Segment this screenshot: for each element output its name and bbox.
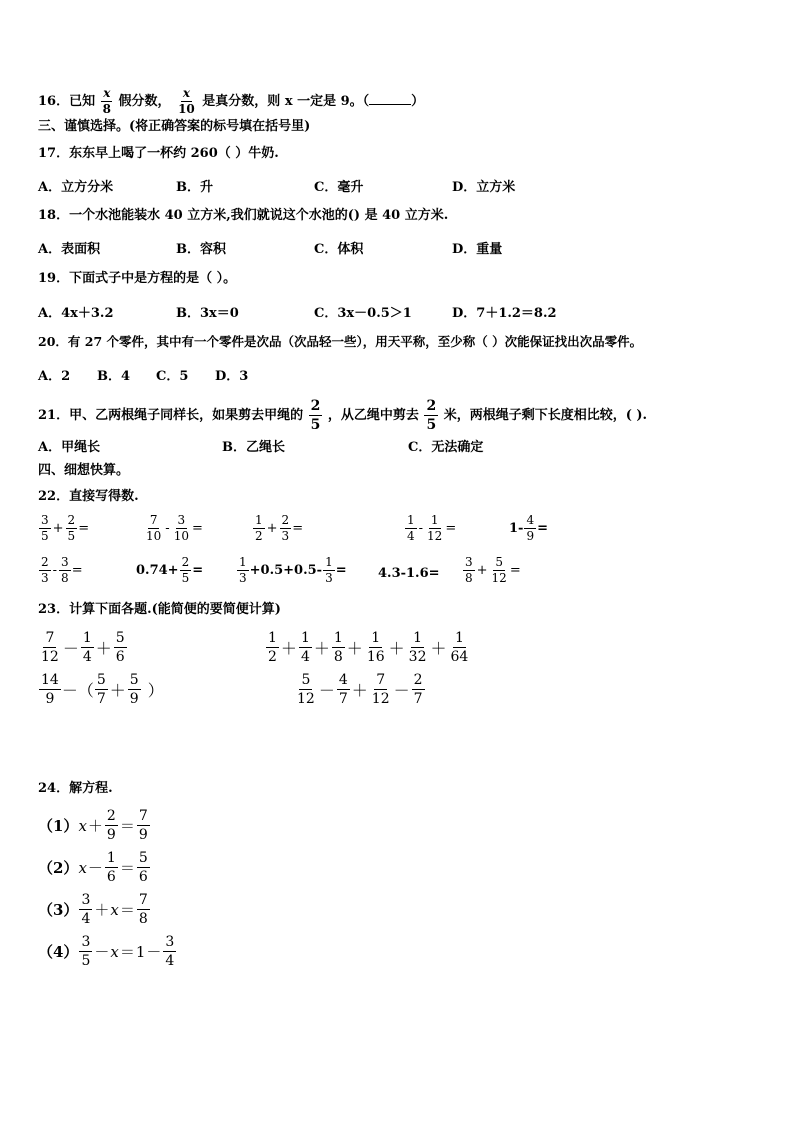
question-17: 17．东东早上喝了一杯约 260（ ）牛奶. — [38, 146, 279, 161]
fraction: $\frac{2}{5}$ — [426, 398, 437, 433]
calc-item: $\frac{7}{10}$ - $\frac{3}{10}$ = — [146, 513, 203, 543]
question-24: 24．解方程. — [38, 781, 113, 796]
equation-1: （1） x ＋ $\frac{2}{9}$ ＝ $\frac{7}{9}$ — [38, 808, 148, 843]
question-22: 22．直接写得数. — [38, 489, 139, 504]
fraction: $\frac{x}{10}$ — [178, 86, 195, 116]
calc-expression: $\frac{14}{9}$ －（ $\frac{5}{7}$ ＋ $\frac{5}{9}$ ） — [41, 672, 164, 707]
option-b[interactable]: B．容积 — [176, 242, 226, 257]
option-c[interactable]: C．无法确定 — [408, 440, 484, 455]
option-d[interactable]: D．立方米 — [452, 180, 516, 195]
option-b[interactable]: B．4 — [97, 369, 131, 384]
question-18: 18．一个水池能装水 40 立方米,我们就说这个水池的() 是 40 立方米. — [38, 208, 449, 223]
question-23: 23．计算下面各题.(能简便的要简便计算) — [38, 602, 281, 617]
option-d[interactable]: D．3 — [215, 369, 249, 384]
calc-item: 4.3-1.6= — [378, 566, 440, 581]
calc-item: $\frac{1}{2}$ + $\frac{2}{3}$ = — [255, 513, 304, 543]
option-d[interactable]: D．7＋1.2＝8.2 — [452, 306, 557, 321]
calc-item: $\frac{3}{8}$ + $\frac{5}{12}$ = — [465, 555, 521, 585]
option-a[interactable]: A．表面积 — [38, 242, 101, 257]
equation-2: （2） x － $\frac{1}{6}$ ＝ $\frac{5}{6}$ — [38, 850, 148, 885]
fraction: $\frac{x}{8}$ — [102, 86, 111, 116]
option-d[interactable]: D．重量 — [452, 242, 503, 257]
option-a[interactable]: A．立方分米 — [38, 180, 114, 195]
option-c[interactable]: C．5 — [156, 369, 189, 384]
question-19: 19．下面式子中是方程的是（ ）。 — [38, 271, 237, 286]
equation-4: （4） $\frac{3}{5}$ － x ＝ 1 － $\frac{3}{4}$ — [38, 934, 175, 969]
option-a[interactable]: A．2 — [38, 369, 71, 384]
option-a[interactable]: A．4x＋3.2 — [38, 306, 114, 321]
calc-item: $\frac{1}{4}$ - $\frac{1}{12}$ = — [407, 513, 457, 543]
option-b[interactable]: B．乙绳长 — [222, 440, 285, 455]
option-b[interactable]: B．3x＝0 — [176, 306, 239, 321]
option-c[interactable]: C．毫升 — [314, 180, 364, 195]
option-a[interactable]: A．甲绳长 — [38, 440, 101, 455]
calc-expression: $\frac{1}{2}$ ＋ $\frac{1}{4}$ ＋ $\frac{1}{8}$ ＋ $\frac{1}{16}$ ＋ $\frac{1}{32}$ ＋ $\frac{1}{64}$ — [268, 630, 469, 665]
section-4-heading: 四、细想快算。 — [38, 463, 130, 478]
option-c[interactable]: C．体积 — [314, 242, 364, 257]
calc-item: 0.74+ $\frac{2}{5}$ = — [136, 555, 204, 585]
answer-blank[interactable] — [369, 92, 411, 105]
question-21: 21．甲、乙两根绳子同样长，如果剪去甲绳的 $\frac{2}{5}$ ，从乙绳中剪去 $\frac{2}{5}$ 米，两根绳子剩下长度相比较，( ). — [38, 398, 648, 433]
fraction: $\frac{2}{5}$ — [310, 398, 321, 433]
section-3-heading: 三、谨慎选择。(将正确答案的标号填在括号里) — [38, 119, 311, 134]
question-20: 20．有 27 个零件，其中有一个零件是次品（次品轻一些），用天平称，至少称（ ）次能保证找出次品零件。 — [38, 334, 643, 349]
calc-item: $\frac{3}{5}$ + $\frac{2}{5}$ = — [41, 513, 90, 543]
option-b[interactable]: B．升 — [176, 180, 213, 195]
option-c[interactable]: C．3x－0.5＞1 — [314, 306, 412, 321]
equation-3: （3） $\frac{3}{4}$ ＋ x ＝ $\frac{7}{8}$ — [38, 892, 148, 927]
calc-expression: $\frac{7}{12}$ － $\frac{1}{4}$ ＋ $\frac{5}{6}$ — [41, 630, 125, 665]
calc-item: $\frac{1}{3}$ +0.5+0.5- $\frac{1}{3}$ = — [239, 555, 347, 585]
calc-item: $\frac{2}{3}$ - $\frac{3}{8}$ = — [41, 555, 83, 585]
question-16: 16．已知 $\frac{x}{8}$ 假分数， $\frac{x}{10}$ 是真分数，则 x 一定是 9。（ ） — [38, 86, 425, 116]
calc-expression: $\frac{5}{12}$ － $\frac{4}{7}$ ＋ $\frac{7}{12}$ － $\frac{2}{7}$ — [297, 672, 423, 707]
calc-item: 1- $\frac{4}{9}$ = — [509, 513, 548, 543]
